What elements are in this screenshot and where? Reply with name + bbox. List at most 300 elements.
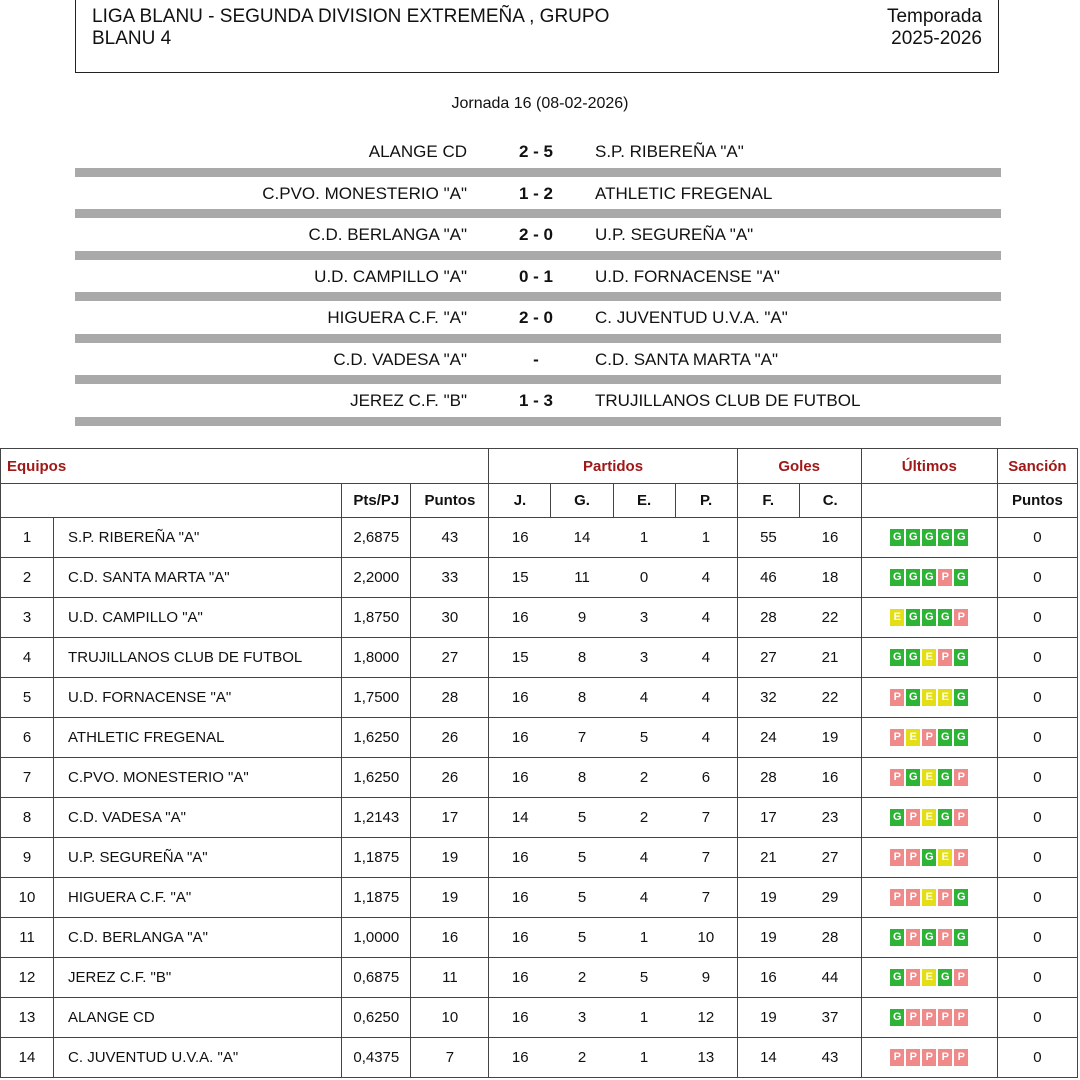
sancion-cell: 0 xyxy=(997,718,1077,758)
pts-pj-cell: 1,1875 xyxy=(342,838,411,878)
puntos-cell: 7 xyxy=(411,1038,489,1078)
j-header: J. xyxy=(489,484,551,518)
result-loss-badge: P xyxy=(938,649,952,666)
match-score: 0 - 1 xyxy=(518,266,554,286)
sancion-cell: 0 xyxy=(997,798,1077,838)
result-loss-badge: P xyxy=(890,769,904,786)
match-separator xyxy=(75,251,1001,260)
position-cell: 5 xyxy=(1,678,54,718)
result-win-badge: G xyxy=(954,929,968,946)
standings-row xyxy=(1,958,1078,998)
result-win-badge: G xyxy=(906,609,920,626)
result-win-badge: G xyxy=(890,929,904,946)
pts-pj-cell: 1,2143 xyxy=(342,798,411,838)
match-score: 2 - 0 xyxy=(518,225,554,244)
result-win-badge: G xyxy=(938,729,952,746)
team-cell: U.D. CAMPILLO "A" xyxy=(54,598,342,638)
result-draw-badge: E xyxy=(922,969,936,986)
match-away-team: U.D. FORNACENSE "A" xyxy=(595,266,780,286)
result-loss-badge: P xyxy=(938,1009,952,1026)
e-header: E. xyxy=(613,484,675,518)
lost-cell: 12 xyxy=(675,998,737,1038)
ultimos-header: Últimos xyxy=(861,449,997,484)
won-cell: 2 xyxy=(551,1038,613,1078)
drawn-cell: 3 xyxy=(613,598,675,638)
goals-for-cell: 14 xyxy=(737,1038,799,1078)
position-cell: 7 xyxy=(1,758,54,798)
lost-cell: 6 xyxy=(675,758,737,798)
result-win-badge: G xyxy=(906,689,920,706)
result-win-badge: G xyxy=(890,1009,904,1026)
g-header: G. xyxy=(551,484,613,518)
match-separator xyxy=(75,292,1001,301)
standings-row xyxy=(1,638,1078,678)
goals-for-cell: 46 xyxy=(737,558,799,598)
result-loss-badge: P xyxy=(906,809,920,826)
puntos-header: Puntos xyxy=(411,484,489,518)
position-cell: 9 xyxy=(1,838,54,878)
header-box xyxy=(75,0,999,73)
standings-row xyxy=(1,798,1078,838)
result-loss-badge: P xyxy=(890,1049,904,1066)
last-results-cell xyxy=(861,558,997,598)
result-loss-badge: P xyxy=(954,849,968,866)
drawn-cell: 4 xyxy=(613,678,675,718)
match-score: 1 - 2 xyxy=(518,183,554,203)
goals-against-cell: 27 xyxy=(799,838,861,878)
result-loss-badge: P xyxy=(890,689,904,706)
won-cell: 8 xyxy=(551,758,613,798)
standings-row xyxy=(1,838,1078,878)
drawn-cell: 1 xyxy=(613,998,675,1038)
goals-against-cell: 23 xyxy=(799,798,861,838)
team-cell: C. JUVENTUD U.V.A. "A" xyxy=(54,1038,342,1078)
result-win-badge: G xyxy=(938,769,952,786)
puntos-cell: 27 xyxy=(411,638,489,678)
goals-against-cell: 44 xyxy=(799,958,861,998)
goals-for-cell: 21 xyxy=(737,838,799,878)
last-results-cell xyxy=(861,518,997,558)
match-home-team: JEREZ C.F. "B" xyxy=(350,391,467,410)
match-separator xyxy=(75,375,1001,384)
match-row xyxy=(75,177,1001,219)
lost-cell: 4 xyxy=(675,718,737,758)
result-draw-badge: E xyxy=(922,649,936,666)
match-score: 2 - 5 xyxy=(518,142,554,161)
standings-body xyxy=(1,518,1078,1078)
result-win-badge: G xyxy=(938,609,952,626)
standings-row xyxy=(1,918,1078,958)
ultimos-sub-header xyxy=(861,484,997,518)
result-win-badge: G xyxy=(954,729,968,746)
last-results-cell xyxy=(861,1038,997,1078)
result-loss-badge: P xyxy=(954,609,968,626)
drawn-cell: 0 xyxy=(613,558,675,598)
last-results-cell xyxy=(861,758,997,798)
match-row xyxy=(75,218,1001,260)
result-win-badge: G xyxy=(906,569,920,586)
season-value: 2025-2026 xyxy=(891,28,982,49)
sancion-cell: 0 xyxy=(997,758,1077,798)
puntos-cell: 26 xyxy=(411,718,489,758)
equipos-header: Equipos xyxy=(1,449,489,484)
match-away-team: C. JUVENTUD U.V.A. "A" xyxy=(595,308,788,327)
pts-pj-cell: 1,8750 xyxy=(342,598,411,638)
team-cell: HIGUERA C.F. "A" xyxy=(54,878,342,918)
match-separator xyxy=(75,168,1001,177)
position-cell: 12 xyxy=(1,958,54,998)
standings-row xyxy=(1,878,1078,918)
league-title-line1: LIGA BLANU - SEGUNDA DIVISION EXTREMEÑA , GRUPO xyxy=(92,6,610,27)
position-cell: 13 xyxy=(1,998,54,1038)
team-cell: C.PVO. MONESTERIO "A" xyxy=(54,758,342,798)
sancion-puntos-header: Puntos xyxy=(997,484,1077,518)
result-loss-badge: P xyxy=(938,889,952,906)
result-draw-badge: E xyxy=(938,849,952,866)
pts-pj-cell: 1,6250 xyxy=(342,758,411,798)
result-loss-badge: P xyxy=(938,569,952,586)
drawn-cell: 5 xyxy=(613,958,675,998)
drawn-cell: 4 xyxy=(613,838,675,878)
sancion-cell: 0 xyxy=(997,558,1077,598)
puntos-cell: 16 xyxy=(411,918,489,958)
played-cell: 16 xyxy=(489,918,551,958)
last-results-cell xyxy=(861,598,997,638)
lost-cell: 7 xyxy=(675,798,737,838)
sancion-cell: 0 xyxy=(997,918,1077,958)
blank-header xyxy=(1,484,342,518)
won-cell: 8 xyxy=(551,638,613,678)
pts-pj-cell: 0,4375 xyxy=(342,1038,411,1078)
result-win-badge: G xyxy=(890,529,904,546)
last-results-cell xyxy=(861,678,997,718)
goals-for-cell: 28 xyxy=(737,758,799,798)
last-results-cell xyxy=(861,878,997,918)
lost-cell: 7 xyxy=(675,838,737,878)
lost-cell: 4 xyxy=(675,638,737,678)
result-win-badge: G xyxy=(954,649,968,666)
goals-against-cell: 43 xyxy=(799,1038,861,1078)
position-cell: 3 xyxy=(1,598,54,638)
result-win-badge: G xyxy=(906,769,920,786)
played-cell: 14 xyxy=(489,798,551,838)
sancion-cell: 0 xyxy=(997,678,1077,718)
won-cell: 5 xyxy=(551,798,613,838)
match-row xyxy=(75,135,1001,177)
puntos-cell: 19 xyxy=(411,878,489,918)
drawn-cell: 2 xyxy=(613,798,675,838)
lost-cell: 7 xyxy=(675,878,737,918)
season xyxy=(887,6,982,50)
goals-for-cell: 32 xyxy=(737,678,799,718)
match-home-team: HIGUERA C.F. "A" xyxy=(327,308,467,327)
standings-row xyxy=(1,678,1078,718)
result-draw-badge: E xyxy=(922,689,936,706)
pts-pj-cell: 1,1875 xyxy=(342,878,411,918)
result-win-badge: G xyxy=(922,529,936,546)
won-cell: 5 xyxy=(551,918,613,958)
goals-for-cell: 16 xyxy=(737,958,799,998)
goals-for-cell: 17 xyxy=(737,798,799,838)
won-cell: 11 xyxy=(551,558,613,598)
match-home-team: ALANGE CD xyxy=(368,142,467,161)
played-cell: 16 xyxy=(489,518,551,558)
drawn-cell: 1 xyxy=(613,518,675,558)
result-win-badge: G xyxy=(890,569,904,586)
puntos-cell: 43 xyxy=(411,518,489,558)
sancion-cell: 0 xyxy=(997,998,1077,1038)
won-cell: 5 xyxy=(551,838,613,878)
team-cell: C.D. VADESA "A" xyxy=(54,798,342,838)
last-results-cell xyxy=(861,718,997,758)
last-results-cell xyxy=(861,638,997,678)
goals-for-cell: 55 xyxy=(737,518,799,558)
puntos-cell: 26 xyxy=(411,758,489,798)
goals-for-cell: 27 xyxy=(737,638,799,678)
drawn-cell: 1 xyxy=(613,918,675,958)
sancion-cell: 0 xyxy=(997,878,1077,918)
match-row xyxy=(75,260,1001,302)
goals-for-cell: 24 xyxy=(737,718,799,758)
result-loss-badge: P xyxy=(906,889,920,906)
result-draw-badge: E xyxy=(938,689,952,706)
match-row xyxy=(75,343,1001,385)
goals-for-cell: 19 xyxy=(737,878,799,918)
result-draw-badge: E xyxy=(922,769,936,786)
lost-cell: 13 xyxy=(675,1038,737,1078)
standings-row xyxy=(1,518,1078,558)
match-score: 2 - 0 xyxy=(518,308,554,327)
sancion-cell: 0 xyxy=(997,1038,1077,1078)
partidos-header: Partidos xyxy=(489,449,737,484)
position-cell: 11 xyxy=(1,918,54,958)
played-cell: 16 xyxy=(489,718,551,758)
result-win-badge: G xyxy=(954,889,968,906)
result-win-badge: G xyxy=(954,529,968,546)
team-cell: ALANGE CD xyxy=(54,998,342,1038)
f-header: F. xyxy=(737,484,799,518)
last-results-cell xyxy=(861,958,997,998)
last-results-cell xyxy=(861,798,997,838)
sancion-cell: 0 xyxy=(997,598,1077,638)
jornada-title: Jornada 16 (08-02-2026) xyxy=(451,95,629,112)
match-separator xyxy=(75,334,1001,343)
team-cell: TRUJILLANOS CLUB DE FUTBOL xyxy=(54,638,342,678)
team-cell: C.D. SANTA MARTA "A" xyxy=(54,558,342,598)
result-win-badge: G xyxy=(922,609,936,626)
result-win-badge: G xyxy=(890,969,904,986)
match-home-team: U.D. CAMPILLO "A" xyxy=(314,266,467,286)
pts-pj-cell: 1,7500 xyxy=(342,678,411,718)
won-cell: 2 xyxy=(551,958,613,998)
puntos-cell: 17 xyxy=(411,798,489,838)
lost-cell: 1 xyxy=(675,518,737,558)
match-score: 1 - 3 xyxy=(518,391,554,410)
played-cell: 16 xyxy=(489,758,551,798)
played-cell: 16 xyxy=(489,1038,551,1078)
drawn-cell: 3 xyxy=(613,638,675,678)
result-win-badge: G xyxy=(906,529,920,546)
pts-pj-cell: 0,6875 xyxy=(342,958,411,998)
goals-against-cell: 29 xyxy=(799,878,861,918)
drawn-cell: 5 xyxy=(613,718,675,758)
standings-row xyxy=(1,718,1078,758)
standings-row xyxy=(1,598,1078,638)
sancion-cell: 0 xyxy=(997,958,1077,998)
result-loss-badge: P xyxy=(954,1049,968,1066)
standings-table xyxy=(0,448,1078,1078)
group-header-row xyxy=(1,449,1078,484)
drawn-cell: 4 xyxy=(613,878,675,918)
won-cell: 9 xyxy=(551,598,613,638)
won-cell: 3 xyxy=(551,998,613,1038)
result-win-badge: G xyxy=(954,569,968,586)
match-home-team: C.D. BERLANGA "A" xyxy=(308,225,467,244)
pts-pj-cell: 1,0000 xyxy=(342,918,411,958)
match-row xyxy=(75,301,1001,343)
position-cell: 4 xyxy=(1,638,54,678)
result-loss-badge: P xyxy=(890,849,904,866)
position-cell: 14 xyxy=(1,1038,54,1078)
result-loss-badge: P xyxy=(954,969,968,986)
team-cell: JEREZ C.F. "B" xyxy=(54,958,342,998)
result-loss-badge: P xyxy=(922,1009,936,1026)
goals-against-cell: 16 xyxy=(799,758,861,798)
position-cell: 1 xyxy=(1,518,54,558)
result-loss-badge: P xyxy=(938,1049,952,1066)
result-loss-badge: P xyxy=(954,809,968,826)
sancion-cell: 0 xyxy=(997,838,1077,878)
match-separator xyxy=(75,209,1001,218)
lost-cell: 9 xyxy=(675,958,737,998)
goals-against-cell: 21 xyxy=(799,638,861,678)
column-header-row xyxy=(1,484,1078,518)
result-win-badge: G xyxy=(890,649,904,666)
pts-pj-cell: 2,2000 xyxy=(342,558,411,598)
pts-pj-header: Pts/PJ xyxy=(342,484,411,518)
sancion-header: Sanción xyxy=(997,449,1077,484)
result-loss-badge: P xyxy=(890,729,904,746)
match-score: - xyxy=(533,349,539,369)
won-cell: 5 xyxy=(551,878,613,918)
lost-cell: 4 xyxy=(675,598,737,638)
goals-against-cell: 16 xyxy=(799,518,861,558)
lost-cell: 10 xyxy=(675,918,737,958)
result-win-badge: G xyxy=(954,689,968,706)
goals-against-cell: 28 xyxy=(799,918,861,958)
goals-against-cell: 22 xyxy=(799,678,861,718)
result-loss-badge: P xyxy=(922,729,936,746)
position-cell: 8 xyxy=(1,798,54,838)
last-results-cell xyxy=(861,838,997,878)
match-away-team: ATHLETIC FREGENAL xyxy=(595,183,773,203)
pts-pj-cell: 0,6250 xyxy=(342,998,411,1038)
puntos-cell: 30 xyxy=(411,598,489,638)
match-home-team: C.D. VADESA "A" xyxy=(333,349,467,369)
league-title-line2: BLANU 4 xyxy=(92,28,172,49)
position-cell: 6 xyxy=(1,718,54,758)
result-win-badge: G xyxy=(938,809,952,826)
result-loss-badge: P xyxy=(906,929,920,946)
goals-against-cell: 19 xyxy=(799,718,861,758)
team-cell: U.D. FORNACENSE "A" xyxy=(54,678,342,718)
result-draw-badge: E xyxy=(890,609,904,626)
goals-against-cell: 22 xyxy=(799,598,861,638)
puntos-cell: 19 xyxy=(411,838,489,878)
lost-cell: 4 xyxy=(675,678,737,718)
standings-row xyxy=(1,558,1078,598)
won-cell: 7 xyxy=(551,718,613,758)
goals-against-cell: 37 xyxy=(799,998,861,1038)
result-win-badge: G xyxy=(890,809,904,826)
team-cell: S.P. RIBEREÑA "A" xyxy=(54,518,342,558)
team-cell: ATHLETIC FREGENAL xyxy=(54,718,342,758)
last-results-cell xyxy=(861,918,997,958)
played-cell: 16 xyxy=(489,878,551,918)
result-win-badge: G xyxy=(906,649,920,666)
goals-against-cell: 18 xyxy=(799,558,861,598)
played-cell: 15 xyxy=(489,558,551,598)
won-cell: 8 xyxy=(551,678,613,718)
played-cell: 16 xyxy=(489,678,551,718)
match-away-team: U.P. SEGUREÑA "A" xyxy=(595,225,754,244)
puntos-cell: 11 xyxy=(411,958,489,998)
played-cell: 16 xyxy=(489,598,551,638)
goals-for-cell: 19 xyxy=(737,998,799,1038)
goles-header: Goles xyxy=(737,449,861,484)
position-cell: 2 xyxy=(1,558,54,598)
p-header: P. xyxy=(675,484,737,518)
pts-pj-cell: 1,8000 xyxy=(342,638,411,678)
result-loss-badge: P xyxy=(938,929,952,946)
result-loss-badge: P xyxy=(954,1009,968,1026)
goals-for-cell: 19 xyxy=(737,918,799,958)
lost-cell: 4 xyxy=(675,558,737,598)
league-title xyxy=(92,6,732,50)
puntos-cell: 28 xyxy=(411,678,489,718)
result-loss-badge: P xyxy=(906,1009,920,1026)
team-cell: U.P. SEGUREÑA "A" xyxy=(54,838,342,878)
team-cell: C.D. BERLANGA "A" xyxy=(54,918,342,958)
result-win-badge: G xyxy=(938,969,952,986)
played-cell: 16 xyxy=(489,998,551,1038)
standings-row xyxy=(1,1038,1078,1078)
result-win-badge: G xyxy=(938,529,952,546)
result-win-badge: G xyxy=(922,849,936,866)
c-header: C. xyxy=(799,484,861,518)
position-cell: 10 xyxy=(1,878,54,918)
last-results-cell xyxy=(861,998,997,1038)
result-loss-badge: P xyxy=(922,1049,936,1066)
won-cell: 14 xyxy=(551,518,613,558)
result-win-badge: G xyxy=(922,929,936,946)
match-results xyxy=(75,135,1001,426)
result-draw-badge: E xyxy=(922,889,936,906)
match-away-team: S.P. RIBEREÑA "A" xyxy=(595,142,744,161)
result-win-badge: G xyxy=(922,569,936,586)
result-loss-badge: P xyxy=(906,849,920,866)
match-home-team: C.PVO. MONESTERIO "A" xyxy=(262,183,467,203)
sancion-cell: 0 xyxy=(997,518,1077,558)
standings-row xyxy=(1,758,1078,798)
played-cell: 15 xyxy=(489,638,551,678)
sancion-cell: 0 xyxy=(997,638,1077,678)
result-loss-badge: P xyxy=(906,1049,920,1066)
result-draw-badge: E xyxy=(906,729,920,746)
drawn-cell: 2 xyxy=(613,758,675,798)
result-loss-badge: P xyxy=(954,769,968,786)
result-loss-badge: P xyxy=(890,889,904,906)
